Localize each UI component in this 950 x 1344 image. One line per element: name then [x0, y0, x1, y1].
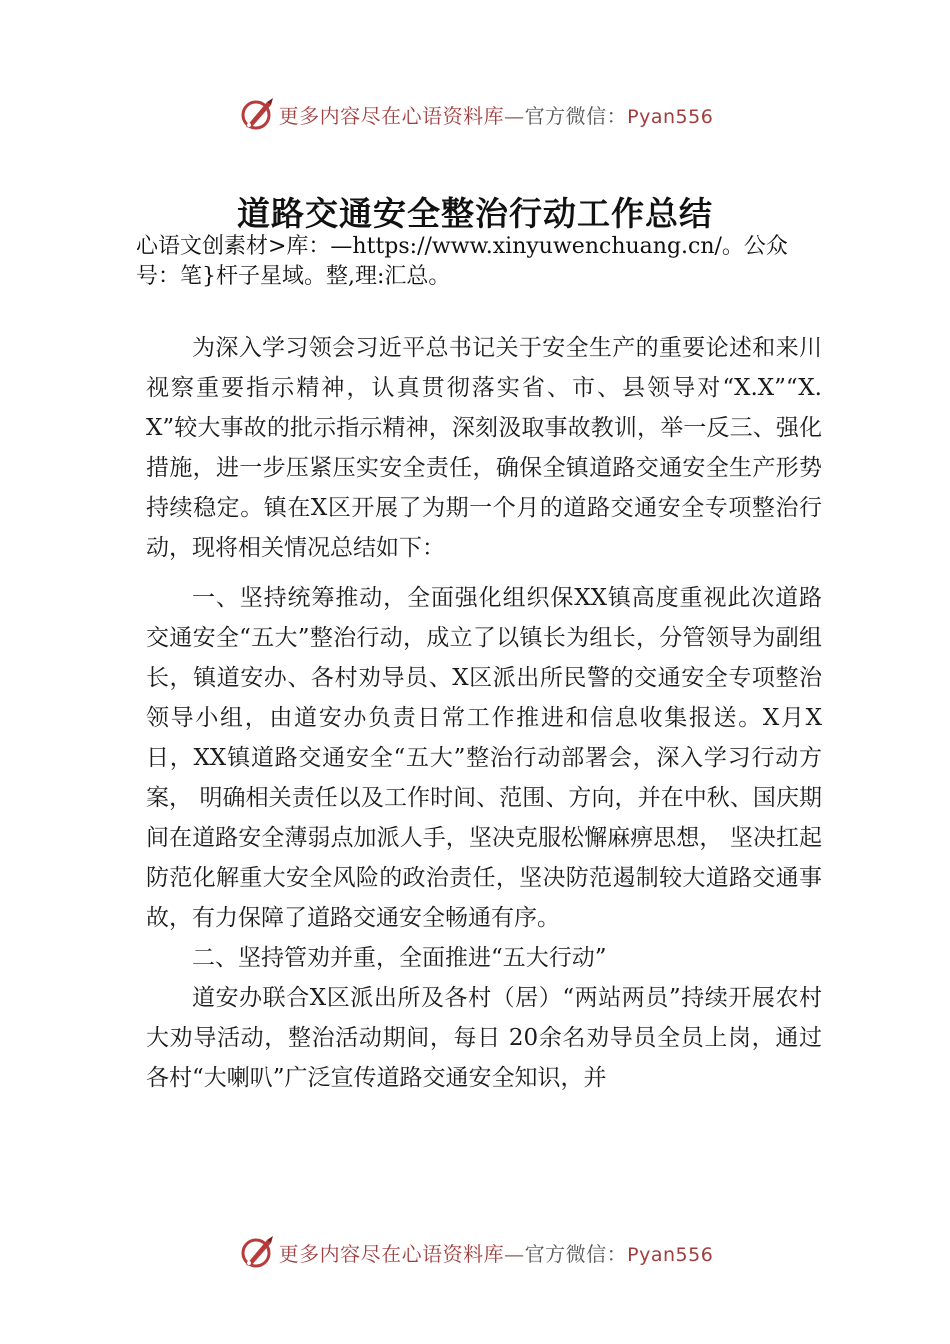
- banner-separator: —: [504, 103, 525, 128]
- header-banner: [0, 94, 950, 134]
- paragraph-section-1: 一、坚持统筹推动，全面强化组织保XX镇高度重视此次道路交通安全“五大”整治行动，成立了以镇长为组长，分管领导为副组长，镇道安办、各村劝导员、X区派出所民警的交通安全专项整治领导小组，由道安办负责日常工作推进和信息收集报送。X月X日，XX镇道路交通安全“五大”整治行动部署会，深入学习行动方案， 明确相关责任以及工作时间、范围、方向，并在中秋、国庆期间在道路安全薄弱点加派人手，坚决克服松懈麻痹思想， 坚决扛起防范化解重大安全风险的政治责任，坚决防范遏制较大道路交通事故，有力保障了道路交通安全畅通有序。: [146, 585, 822, 931]
- footer-banner: [0, 1232, 950, 1272]
- document-body: [146, 328, 822, 1098]
- banner-wechat-label: 官方微信：: [524, 103, 628, 128]
- banner-text: 更多内容尽在心语资料库: [278, 1241, 505, 1266]
- banner-text: 更多内容尽在心语资料库: [278, 103, 505, 128]
- document-title: 道路交通安全整治行动工作总结: [237, 194, 713, 233]
- banner-separator: —: [504, 1241, 525, 1266]
- quill-pen-logo-icon: [237, 1232, 277, 1272]
- heading-section-2: 二、坚持管劝并重，全面推进“五大行动”: [192, 945, 607, 971]
- paragraph-section-2: 道安办联合X区派出所及各村（居）“两站两员”持续开展农村大劝导活动，整治活动期间，每日 20余名劝导员全员上岗，通过各村“大喇叭”广泛宣传道路交通安全知识，并: [146, 985, 822, 1091]
- quill-pen-logo-icon: [237, 94, 277, 134]
- paragraph-intro: 为深入学习领会习近平总书记关于安全生产的重要论述和来川视察重要指示精神，认真贯彻落实省、市、县领导对“X.X”“X.X”较大事故的批示指示精神，深刻汲取事故教训，举一反三、强化措施，进一步压紧压实安全责任，确保全镇道路交通安全生产形势持续稳定。镇在X区开展了为期一个月的道路交通安全专项整治行动，现将相关情况总结如下：: [146, 335, 822, 561]
- banner-wechat-id: Pyan556: [627, 105, 714, 128]
- banner-wechat-label: 官方微信：: [524, 1241, 628, 1266]
- banner-wechat-id: Pyan556: [627, 1243, 714, 1266]
- source-line: 心语文创素材>库：—https://www.xinyuwenchuang.cn/。公众号：笔}杆子星域。整,理:汇总。: [136, 234, 788, 289]
